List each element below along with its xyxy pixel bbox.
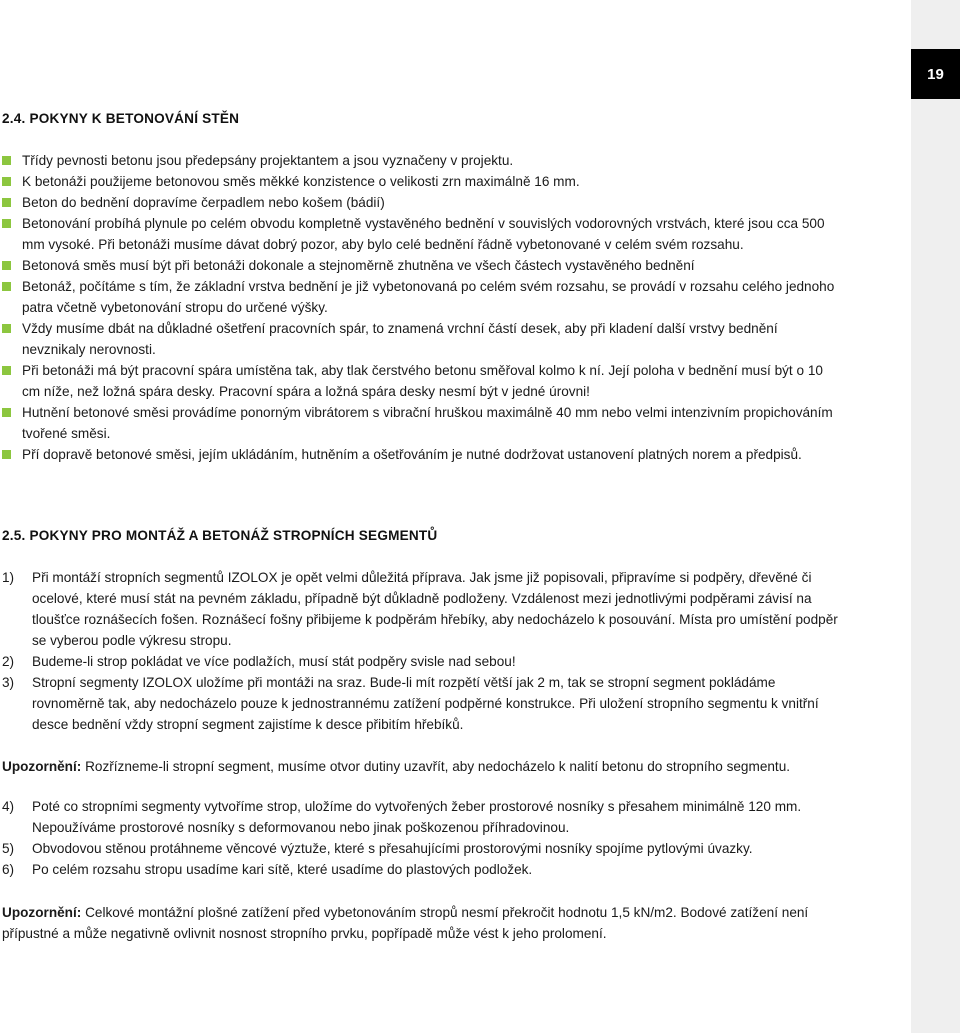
bullet-item (2, 255, 842, 276)
bullet-text: K betonáži použijeme betonovou směs měkké konzistence o velikosti zrn maximálně 16 mm. (22, 174, 580, 189)
bullet-text: Hutnění betonové směsi provádíme ponorným vibrátorem s vibrační hruškou maximálně 40 mm nebo velmi intenzivním propichováním tvořené směsi. (22, 405, 833, 441)
bullet-square-icon (2, 324, 11, 333)
step-number: 4) (2, 799, 15, 814)
page-number: 19 (911, 49, 960, 99)
bullet-item (2, 444, 842, 465)
bullet-text: Betonová směs musí být při betonáži dokonale a stejnoměrně zhutněna ve všech částech vystavěného bednění (22, 258, 695, 273)
bullet-square-icon (2, 156, 11, 165)
bullet-square-icon (2, 219, 11, 228)
bullet-item (2, 171, 842, 192)
step-number: 2) (2, 654, 15, 669)
step-text: Poté co stropními segmenty vytvoříme strop, uložíme do vytvořených žeber prostorové nosníky s přesahem minimálně 120 mm. Nepoužíváme prostorové nosníky s deformovanou nebo jinak poškozenou příhradovinou. (32, 799, 802, 835)
section-heading-2-5: 2.5. POKYNY PRO MONTÁŽ A BETONÁŽ STROPNÍCH SEGMENTŮ (2, 528, 438, 543)
step-number: 5) (2, 841, 15, 856)
steps-list-b (2, 796, 842, 880)
bullet-square-icon (2, 408, 11, 417)
bullet-item (2, 276, 842, 318)
steps-list-a (2, 567, 842, 735)
bullet-text: Při betonáži má být pracovní spára umístěna tak, aby tlak čerstvého betonu směřoval kolmo k ní. Její poloha v bednění musí být o 10 cm níže, než ložná spára desky. Pracovní spára a ložná spára desky nesmí být v jedné úrovni! (22, 363, 823, 399)
section-heading-2-4: 2.4. POKYNY K BETONOVÁNÍ STĚN (2, 111, 240, 126)
step-item (2, 567, 842, 651)
bullet-item (2, 213, 842, 255)
bullet-square-icon (2, 366, 11, 375)
step-item (2, 859, 842, 880)
step-number: 3) (2, 675, 15, 690)
bullet-text: Betonování probíhá plynule po celém obvodu kompletně vystavěného bednění v souvislých vodorovných vrstvách, které jsou cca 500 mm vysoké. Při betonáži musíme dávat dobrý pozor, aby bylo celé bednění řádně vybetonované v celém svém rozsahu. (22, 216, 825, 252)
warning-text: Rozřízneme-li stropní segment, musíme otvor dutiny uzavřít, aby nedocházelo k nalití betonu do stropního segmentu. (81, 759, 791, 774)
bullet-item (2, 150, 842, 171)
step-item (2, 796, 842, 838)
bullet-text: Pří dopravě betonové směsi, jejím ukládáním, hutněním a ošetřováním je nutné dodržovat ustanovení platných norem a předpisů. (22, 447, 802, 462)
warning-label: Upozornění: (2, 905, 82, 920)
step-item (2, 672, 842, 735)
step-number: 6) (2, 862, 15, 877)
step-text: Budeme-li strop pokládat ve více podlažích, musí stát podpěry svisle nad sebou! (32, 654, 516, 669)
step-text: Stropní segmenty IZOLOX uložíme při montáži na sraz. Bude-li mít rozpětí větší jak 2 m, tak se stropní segment pokládáme rovnoměrně tak, aby nedocházelo pouze k jednostrannému zatížení podpěrné konstrukce. Při uložení stropního segmentu k vnitřní desce bednění vždy stropní segment zajistíme k desce přibitím hřebíků. (32, 675, 819, 732)
step-text: Při montáží stropních segmentů IZOLOX je opět velmi důležitá příprava. Jak jsme již popisovali, připravíme si podpěry, dřevěné či ocelové, které musí stát na pevném základu, případně být důkladně podloženy. Vzdálenost mezi jednotlivými podpěrami závisí na tloušťce roznášecích fošen. Roznášecí fošny přibijeme k podpěrám hřebíky, aby nedocházelo k posouvání. Místa pro umístění podpěr se vyberou podle výkresu stropu. (32, 570, 838, 648)
warning-note-2 (2, 902, 832, 944)
step-number: 1) (2, 570, 15, 585)
bullet-square-icon (2, 282, 11, 291)
bullet-text: Beton do bednění dopravíme čerpadlem nebo košem (bádií) (22, 195, 385, 210)
bullet-square-icon (2, 198, 11, 207)
bullet-square-icon (2, 177, 11, 186)
bullet-square-icon (2, 261, 11, 270)
bullet-square-icon (2, 450, 11, 459)
bullet-text: Vždy musíme dbát na důkladné ošetření pracovních spár, to znamená vrchní částí desek, aby při kladení další vrstvy bednění nevznikaly nerovnosti. (22, 321, 778, 357)
bullet-item (2, 402, 842, 444)
bullet-item (2, 360, 842, 402)
step-text: Obvodovou stěnou protáhneme věncové výztuže, které s přesahujícími prostorovými nosníky spojíme pytlovými úvazky. (32, 841, 753, 856)
step-text: Po celém rozsahu stropu usadíme kari sítě, které usadíme do plastových podložek. (32, 862, 533, 877)
bullet-text: Třídy pevnosti betonu jsou předepsány projektantem a jsou vyznačeny v projektu. (22, 153, 514, 168)
step-item (2, 838, 842, 859)
warning-note-1 (2, 756, 832, 777)
bullet-text: Betonáž, počítáme s tím, že základní vrstva bednění je již vybetonovaná po celém svém rozsahu, se provádí v rozsahu celého jednoho patra včetně vybetonování stropu do určené výšky. (22, 279, 835, 315)
bullet-item (2, 192, 842, 213)
warning-label: Upozornění: (2, 759, 82, 774)
bullet-item (2, 318, 842, 360)
warning-text: Celkové montážní plošné zatížení před vybetonováním stropů nesmí překročit hodnotu 1,5 kN/m2. Bodové zatížení není přípustné a může negativně ovlivnit nosnost stropního prvku, popřípadě může vést k jeho prolomení. (2, 905, 809, 941)
step-item (2, 651, 842, 672)
bullet-list (2, 150, 842, 465)
side-strip (911, 0, 960, 1033)
